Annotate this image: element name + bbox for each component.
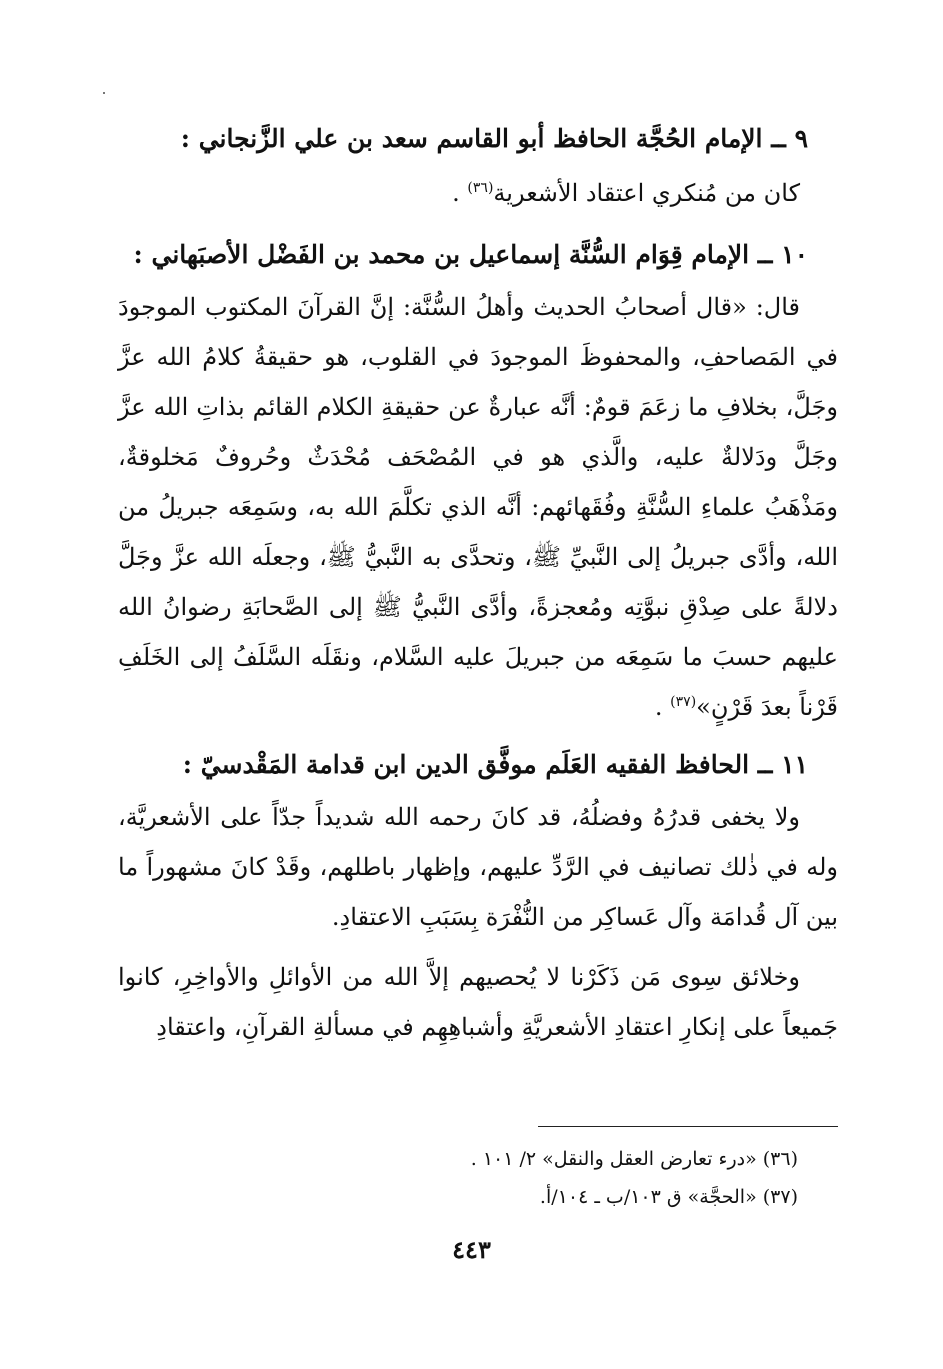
footnote-37: (٣٧) «الحجَّة» ق ١٠٣/ب ـ ١٠٤/أ. [539,1186,798,1208]
footnote-ref-37: (٣٧) [670,694,697,710]
section-10-heading: ١٠ ــ الإمام قِوَام السُّنَّة إسماعيل بن محمد بن الفَضْل الأصبَهاني : [133,240,808,269]
section-9 [118,118,838,218]
section-11-heading: ١١ ــ الحافظ الفقيه العَلَم موفَّق الدين ابن قدامة المَقْدسيّ : [182,750,808,779]
section-9-end: . [452,179,468,207]
section-9-body: كان من مُنكري اعتقاد الأشعرية [493,179,800,207]
closing-paragraph: وخلائق سِوى مَن ذَكَرْنا لا يُحصيهم إلاَّ الله من الأوائلِ والأواخِرِ، كانوا جَميعاً على إنكارِ اعتقادِ الأشعريَّةِ وأشباهِهِم في مسألةِ القرآنِ، واعتقادِ [118,963,838,1041]
section-10-quote [118,282,838,732]
footnotes [118,1140,798,1216]
footnote-36: (٣٦) «درء تعارض العقل والنقل» ٢/ ١٠١ . [470,1148,798,1170]
section-9-text [118,168,838,218]
scan-mark [103,92,105,94]
page-number: ٤٤٣ [452,1235,491,1264]
section-10-body: قال: «قال أصحابُ الحديث وأهلُ السُّنَّة: إنَّ القرآنَ المكتوب الموجودَ في المَصاحفِ، والمحفوظَ الموجودَ في القلوب، هو حقيقةُ كلامُ الله عزَّ وجَلَّ، بخلافِ ما زعَمَ قومٌ: أنَّه عبارةٌ عن حقيقةِ الكلام القائم بذاتِ الله عزَّ وجَلَّ ودَلالةٌ عليه، والَّذي هو في المُصْحَف مُحْدَثٌ وحُروفٌ مَخلوقةٌ، ومَذْهَبُ علماءِ السُّنَّةِ وفُقَهائهم: أنَّه الذي تكلَّمَ الله به، وسَمِعَه جبريلُ من الله، وأدَّى جبريلُ إلى النَّبيِّ ﷺ، وتحدَّى به النَّبيُّ ﷺ، وجعلَه الله عزَّ وجَلَّ دلالةً على صِدْقِ نبوَّتِه ومُعجزةً، وأدَّى النَّبيُّ ﷺ إلى الصَّحابَةِ رضوانُ الله عليهم حسبَ ما سَمِعَه من جبريلَ عليه السَّلام، ونقَلَه السَّلَفُ إلى الخَلَفِ قَرْناً بعدَ قَرْنٍ» [118,293,838,721]
footnote-ref-36: (٣٦) [467,180,494,196]
page-body [118,118,838,1052]
section-9-heading: ٩ ــ الإمام الحُجَّة الحافظ أبو القاسم سعد بن علي الزَّنجاني : [180,124,808,153]
footnote-separator [538,1126,838,1127]
section-10-end: . [654,693,671,721]
section-11-text: ولا يخفى قدرُهُ وفضلُهُ، قد كانَ رحمه الله شديداً جدّاً على الأشعريَّة، وله في ذٰلك تصانيف في الرَّدِّ عليهم، وإظهار باطلهم، وقَدْ كانَ مشهوراً ما بين آل قُدامَة وآل عَساكِر من النُّفْرَة بِسَبَبِ الاعتقادِ. [118,803,838,931]
